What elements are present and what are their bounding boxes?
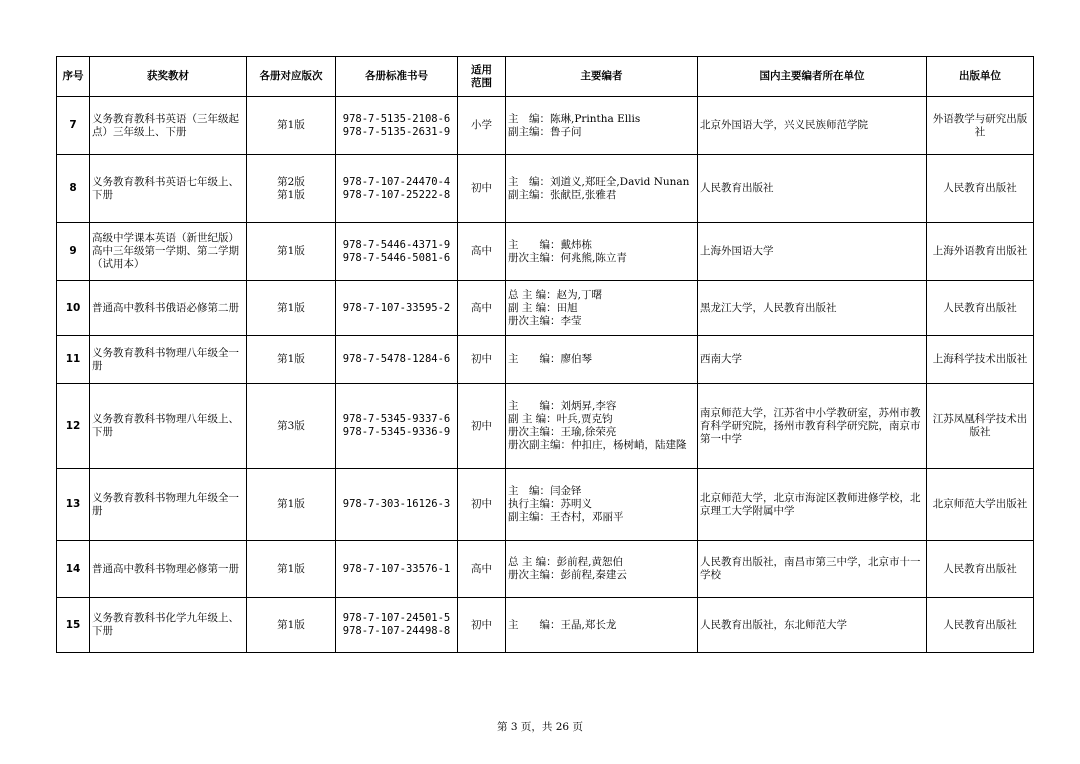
isbn-line: 978-7-5446-4371-9 bbox=[342, 238, 451, 251]
table-row bbox=[57, 97, 1034, 155]
editors-cell bbox=[506, 155, 698, 223]
editors-cell bbox=[506, 336, 698, 384]
edition-line: 第1版 bbox=[277, 119, 305, 131]
header-units: 国内主要编者所在单位 bbox=[698, 57, 927, 97]
table-row bbox=[57, 541, 1034, 598]
scope-cell: 初中 bbox=[458, 384, 506, 469]
editors-cell bbox=[506, 97, 698, 155]
editors-line: 主 编：刘道义,郑旺全,David Nunan bbox=[508, 175, 690, 188]
isbn-cell bbox=[336, 336, 458, 384]
row-number-cell: 15 bbox=[57, 598, 90, 653]
editors-line: 副 主 编：田旭 bbox=[508, 301, 578, 314]
isbn-cell bbox=[336, 155, 458, 223]
publisher-cell: 人民教育出版社 bbox=[927, 541, 1034, 598]
isbn-line: 978-7-107-24498-8 bbox=[342, 625, 451, 637]
edition-line: 第3版 bbox=[277, 419, 305, 432]
edition-cell bbox=[247, 598, 336, 653]
editors-line: 主 编：闫金铎 bbox=[508, 485, 582, 497]
edition-line: 第1版 bbox=[277, 618, 305, 631]
isbn-line: 978-7-5135-2631-9 bbox=[342, 125, 451, 138]
table-row bbox=[57, 155, 1034, 223]
table-row bbox=[57, 223, 1034, 281]
header-publisher: 出版单位 bbox=[927, 57, 1034, 97]
edition-cell bbox=[247, 155, 336, 223]
isbn-line: 978-7-5478-1284-6 bbox=[342, 353, 451, 365]
editors-line: 副主编：鲁子问 bbox=[508, 125, 582, 138]
textbook-title-cell: 义务教育教科书物理八年级上、下册 bbox=[90, 384, 247, 469]
textbook-title-cell: 义务教育教科书化学九年级上、下册 bbox=[90, 598, 247, 653]
textbook-title-cell: 义务教育教科书物理八年级全一册 bbox=[90, 336, 247, 384]
publisher-cell: 人民教育出版社 bbox=[927, 155, 1034, 223]
editor-units-cell: 南京师范大学，江苏省中小学教研室，苏州市教育科学研究院，扬州市教育科学研究院，南京市第一中学 bbox=[698, 384, 927, 469]
publisher-cell: 上海外语教育出版社 bbox=[927, 223, 1034, 281]
edition-cell bbox=[247, 281, 336, 336]
textbook-title-cell: 高级中学课本英语（新世纪版）高中三年级第一学期、第二学期（试用本） bbox=[90, 223, 247, 281]
isbn-cell bbox=[336, 97, 458, 155]
table-row bbox=[57, 281, 1034, 336]
row-number-cell: 14 bbox=[57, 541, 90, 598]
textbook-title-cell: 普通高中教科书物理必修第一册 bbox=[90, 541, 247, 598]
table-row bbox=[57, 598, 1034, 653]
editors-line: 总 主 编：赵为,丁曙 bbox=[508, 288, 603, 301]
editors-line: 主 编：戴炜栋 bbox=[508, 238, 592, 251]
editor-units-cell: 人民教育出版社 bbox=[698, 155, 927, 223]
editor-units-cell: 人民教育出版社，东北师范大学 bbox=[698, 598, 927, 653]
header-scope-text: 适用范围 bbox=[471, 63, 492, 89]
scope-cell: 高中 bbox=[458, 281, 506, 336]
editors-line: 册次主编：李莹 bbox=[508, 314, 582, 327]
scope-cell: 高中 bbox=[458, 541, 506, 598]
edition-cell bbox=[247, 336, 336, 384]
edition-line: 第1版 bbox=[277, 498, 305, 510]
isbn-line: 978-7-107-24470-4 bbox=[342, 175, 451, 188]
isbn-cell bbox=[336, 384, 458, 469]
textbook-title-cell: 义务教育教科书英语七年级上、下册 bbox=[90, 155, 247, 223]
isbn-cell bbox=[336, 541, 458, 598]
row-number-cell: 10 bbox=[57, 281, 90, 336]
editors-line: 主 编：陈琳,Printha Ellis bbox=[508, 112, 641, 125]
header-isbn: 各册标准书号 bbox=[336, 57, 458, 97]
editors-cell bbox=[506, 223, 698, 281]
editor-units-cell: 上海外国语大学 bbox=[698, 223, 927, 281]
row-number-cell: 13 bbox=[57, 469, 90, 541]
scope-cell: 初中 bbox=[458, 155, 506, 223]
editor-units-cell: 黑龙江大学，人民教育出版社 bbox=[698, 281, 927, 336]
publisher-cell: 外语教学与研究出版社 bbox=[927, 97, 1034, 155]
editors-cell bbox=[506, 281, 698, 336]
editors-line: 执行主编：苏明义 bbox=[508, 498, 592, 510]
awards-table bbox=[56, 56, 1034, 653]
publisher-cell: 江苏凤凰科学技术出版社 bbox=[927, 384, 1034, 469]
editors-line: 总 主 编：彭前程,黄恕伯 bbox=[508, 556, 624, 568]
isbn-line: 978-7-5446-5081-6 bbox=[342, 251, 451, 264]
header-editors: 主要编者 bbox=[506, 57, 698, 97]
isbn-line: 978-7-5345-9337-6 bbox=[342, 413, 451, 425]
row-number-cell: 8 bbox=[57, 155, 90, 223]
editor-units-cell: 北京师范大学，北京市海淀区教师进修学校，北京理工大学附属中学 bbox=[698, 469, 927, 541]
editor-units-cell: 北京外国语大学，兴义民族师范学院 bbox=[698, 97, 927, 155]
edition-cell bbox=[247, 97, 336, 155]
scope-cell: 初中 bbox=[458, 469, 506, 541]
editors-line: 主 编：廖伯琴 bbox=[508, 353, 592, 365]
isbn-line: 978-7-107-33595-2 bbox=[342, 301, 451, 314]
editors-line: 册次主编：彭前程,秦建云 bbox=[508, 569, 627, 581]
editors-line: 主 编：刘炳昇,李容 bbox=[508, 400, 617, 412]
textbook-title-cell: 义务教育教科书英语（三年级起点）三年级上、下册 bbox=[90, 97, 247, 155]
header-title: 获奖教材 bbox=[90, 57, 247, 97]
editors-line: 册次主编：何兆熊,陈立青 bbox=[508, 251, 627, 264]
isbn-cell bbox=[336, 469, 458, 541]
editor-units-cell: 人民教育出版社，南昌市第三中学，北京市十一学校 bbox=[698, 541, 927, 598]
scope-cell: 初中 bbox=[458, 598, 506, 653]
row-number-cell: 7 bbox=[57, 97, 90, 155]
edition-line: 第1版 bbox=[277, 301, 305, 314]
editors-line: 册次主编：王瑜,徐荣亮 bbox=[508, 426, 617, 438]
row-number-cell: 12 bbox=[57, 384, 90, 469]
editors-cell bbox=[506, 598, 698, 653]
table-row bbox=[57, 469, 1034, 541]
editors-line: 副 主 编：叶兵,贾克钧 bbox=[508, 413, 613, 425]
isbn-line: 978-7-107-24501-5 bbox=[342, 612, 451, 624]
table-row bbox=[57, 336, 1034, 384]
edition-line: 第1版 bbox=[277, 353, 305, 365]
edition-cell bbox=[247, 469, 336, 541]
publisher-cell: 上海科学技术出版社 bbox=[927, 336, 1034, 384]
edition-cell bbox=[247, 223, 336, 281]
edition-cell bbox=[247, 541, 336, 598]
publisher-cell: 人民教育出版社 bbox=[927, 281, 1034, 336]
edition-cell bbox=[247, 384, 336, 469]
edition-line: 第1版 bbox=[277, 562, 305, 575]
header-row bbox=[57, 57, 1034, 97]
editors-line: 副主编：王杏村，邓丽平 bbox=[508, 511, 624, 523]
scope-cell: 高中 bbox=[458, 223, 506, 281]
textbook-title-cell: 义务教育教科书物理九年级全一册 bbox=[90, 469, 247, 541]
editors-line: 副主编：张献臣,张雅君 bbox=[508, 188, 617, 201]
editors-cell bbox=[506, 384, 698, 469]
row-number-cell: 9 bbox=[57, 223, 90, 281]
isbn-cell bbox=[336, 598, 458, 653]
page-footer: 第 3 页，共 26 页 bbox=[497, 721, 583, 733]
editor-units-cell: 西南大学 bbox=[698, 336, 927, 384]
table-row bbox=[57, 384, 1034, 469]
editors-line: 主 编：王晶,郑长龙 bbox=[508, 618, 617, 631]
publisher-cell: 人民教育出版社 bbox=[927, 598, 1034, 653]
isbn-line: 978-7-303-16126-3 bbox=[342, 498, 451, 510]
edition-line: 第1版 bbox=[277, 245, 305, 257]
editors-cell bbox=[506, 541, 698, 598]
isbn-cell bbox=[336, 281, 458, 336]
scope-cell: 初中 bbox=[458, 336, 506, 384]
editors-cell bbox=[506, 469, 698, 541]
scope-cell: 小学 bbox=[458, 97, 506, 155]
isbn-line: 978-7-5345-9336-9 bbox=[342, 426, 451, 438]
editors-line: 册次副主编：仲扣庄，杨树峭，陆建隆 bbox=[508, 439, 687, 451]
header-scope bbox=[458, 57, 506, 97]
isbn-line: 978-7-107-25222-8 bbox=[342, 188, 451, 201]
edition-line: 第1版 bbox=[277, 188, 305, 201]
header-edition: 各册对应版次 bbox=[247, 57, 336, 97]
isbn-line: 978-7-5135-2108-6 bbox=[342, 112, 451, 125]
isbn-cell bbox=[336, 223, 458, 281]
row-number-cell: 11 bbox=[57, 336, 90, 384]
header-num: 序号 bbox=[57, 57, 90, 97]
publisher-cell: 北京师范大学出版社 bbox=[927, 469, 1034, 541]
isbn-line: 978-7-107-33576-1 bbox=[342, 562, 451, 575]
textbook-title-cell: 普通高中教科书俄语必修第二册 bbox=[90, 281, 247, 336]
edition-line: 第2版 bbox=[277, 175, 305, 188]
